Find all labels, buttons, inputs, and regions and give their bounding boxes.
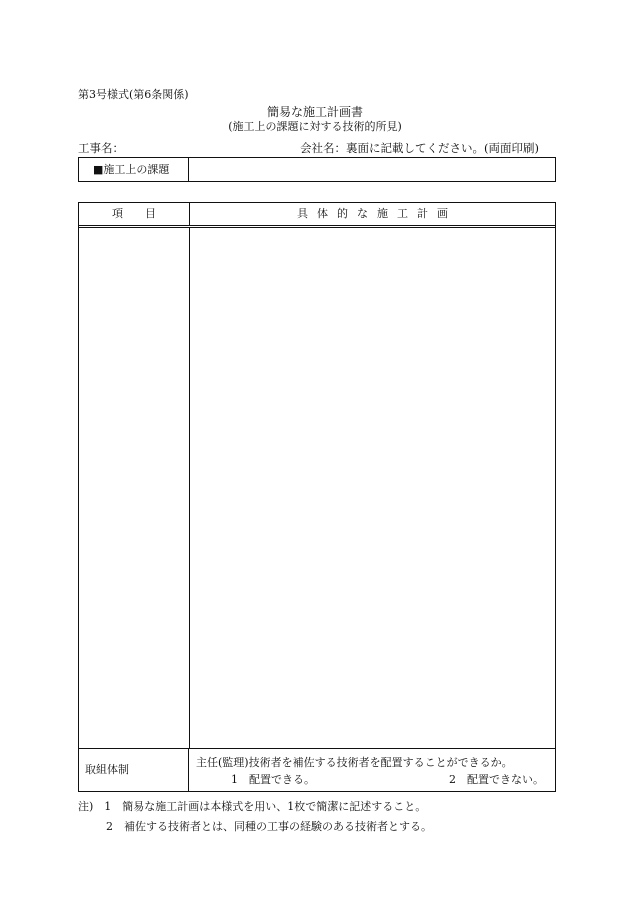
note-2: 2 補佐する技術者とは、同種の工事の経験のある技術者とする。 xyxy=(106,820,432,833)
document-subtitle: (施工上の課題に対する技術的所見) xyxy=(228,120,402,133)
torikumi-question: 主任(監理)技術者を補佐する技術者を配置することができるか。 xyxy=(196,756,513,769)
company-name-field: 会社名：裏面に記載してください。(両面印刷) xyxy=(300,140,556,158)
construction-issues-box xyxy=(78,157,556,182)
construction-plan-table xyxy=(78,202,556,792)
document-title: 簡易な施工計画書 xyxy=(266,105,363,119)
option-cannot-assign[interactable]: 2 配置できない。 xyxy=(449,773,544,786)
torikumi-label: 取組体制 xyxy=(79,749,189,791)
construction-issues-label: ■施工上の課題 xyxy=(79,158,189,181)
column-header-plan: 具体的な施工計画 xyxy=(297,207,457,220)
column-header-item: 項目 xyxy=(79,203,190,225)
header-double-rule xyxy=(79,225,555,228)
form-number: 第3号様式(第6条関係) xyxy=(78,88,189,101)
koji-name-field[interactable]: 工事名： xyxy=(78,140,290,158)
note-1: 注) 1 簡易な施工計画は本様式を用い、1枚で簡潔に記述すること。 xyxy=(78,800,427,813)
column-divider xyxy=(189,228,190,748)
option-can-assign[interactable]: 1 配置できる。 xyxy=(231,773,315,786)
